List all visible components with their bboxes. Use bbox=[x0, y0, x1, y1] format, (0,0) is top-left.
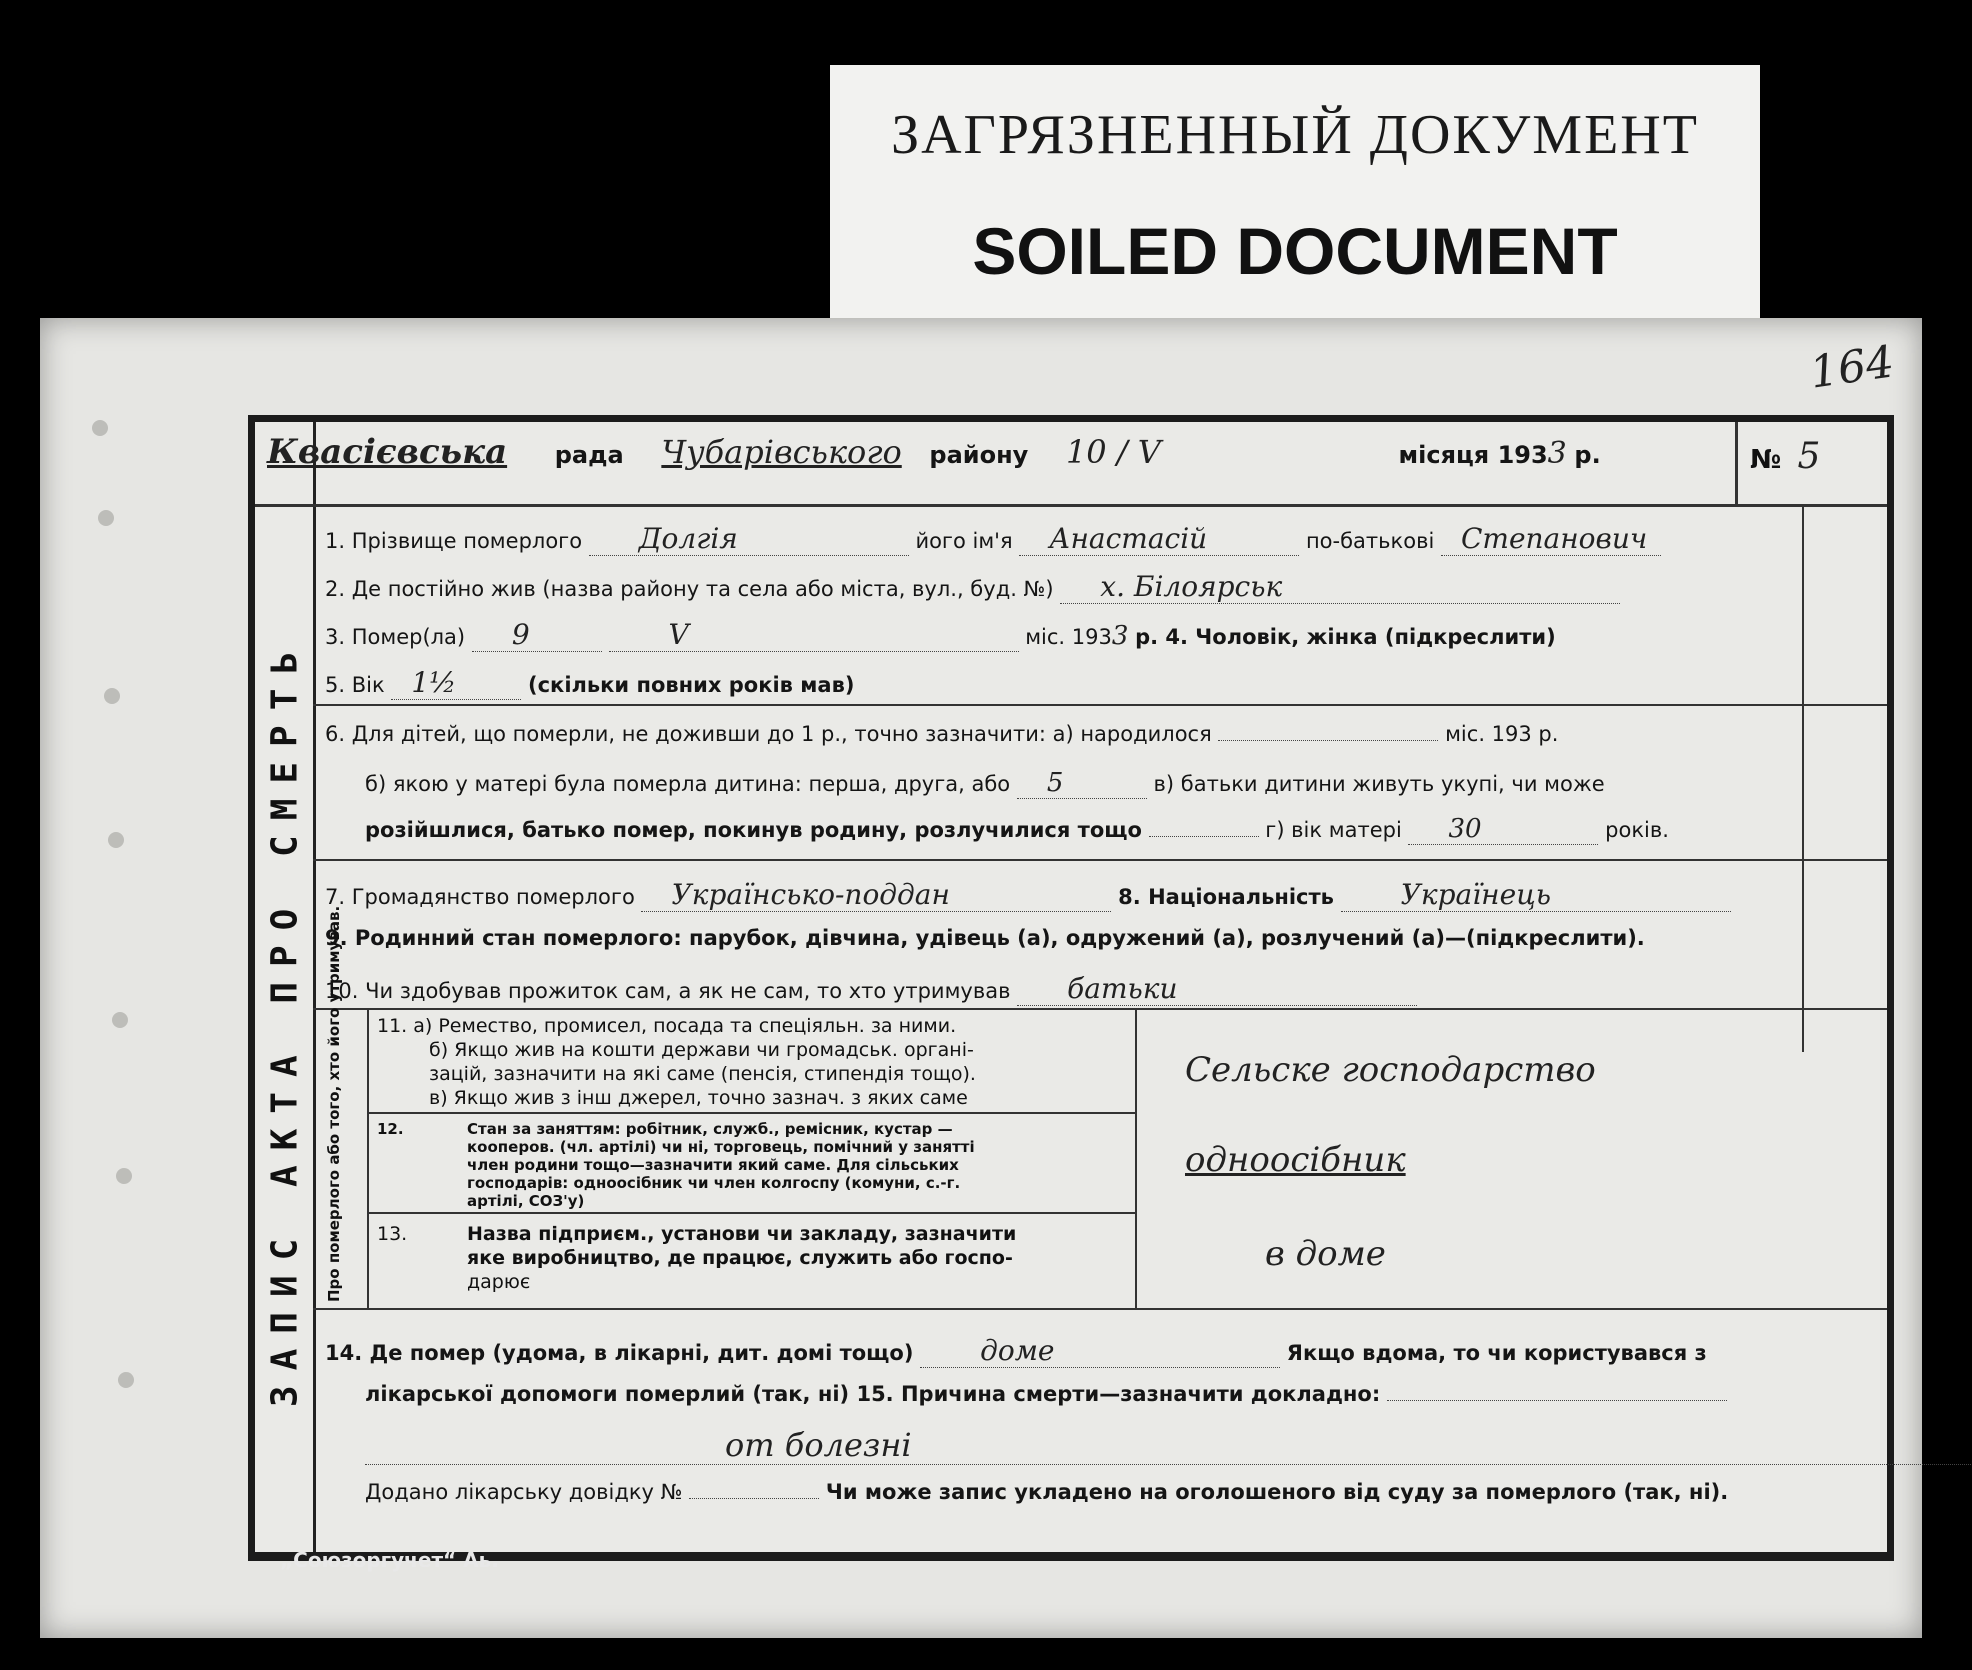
status-number: 12. bbox=[377, 1120, 404, 1138]
number-label: № bbox=[1750, 445, 1782, 475]
citizenship-value: Українсько-поддан bbox=[641, 878, 1111, 912]
death-record-form bbox=[248, 415, 1894, 1561]
field-surname-row bbox=[325, 522, 1875, 556]
soiled-document-label bbox=[830, 65, 1760, 330]
field-certificate-row bbox=[365, 1480, 1875, 1504]
occupation-line: 11. а) Ремество, промисел, посада та спеціяльн. за ними. bbox=[377, 1015, 957, 1037]
age-value: 1½ bbox=[391, 666, 521, 700]
punch-hole bbox=[98, 510, 114, 526]
patronymic-label: по-батькові bbox=[1305, 529, 1435, 553]
record-number bbox=[1750, 436, 1820, 477]
punch-hole bbox=[116, 1168, 132, 1184]
field-age-row bbox=[325, 666, 1875, 700]
rada-handwritten: Квасієвська bbox=[267, 432, 508, 472]
field-child-c bbox=[365, 814, 1875, 845]
field-residence-row bbox=[325, 570, 1875, 604]
field-cause-label-row bbox=[365, 1382, 1875, 1406]
parents-status-label: розійшлися, батько помер, покинув родину, розлучилися тощо bbox=[365, 818, 1142, 842]
age-label: 5. Вік bbox=[325, 673, 385, 697]
cause-of-death-value: от болезні bbox=[365, 1426, 1972, 1465]
punch-hole bbox=[112, 1012, 128, 1028]
age-hint: (скільки повних років мав) bbox=[528, 673, 855, 697]
date-handwritten: 10 / V bbox=[1065, 433, 1161, 471]
workplace-line: Назва підприєм., установи чи закладу, зазначити bbox=[467, 1223, 1017, 1245]
marital-label: 9. Родинний стан померлого: парубок, дівчина, удівець (а), одружений (а), розлучений (а)—(підкреслити). bbox=[325, 926, 1645, 950]
page-number: 164 bbox=[1806, 336, 1898, 399]
label-en: SOILED DOCUMENT bbox=[972, 214, 1618, 288]
field-child-a bbox=[325, 722, 1875, 746]
child-born-tail: міс. 193 р. bbox=[1445, 722, 1559, 746]
label-ru: ЗАГРЯЗНЕННЫЙ ДОКУМЕНТ bbox=[891, 104, 1699, 166]
occupation-line: зацій, зазначити на які саме (пенсія, стипендія тощо). bbox=[429, 1063, 976, 1085]
residence-value: х. Білоярськ bbox=[1060, 570, 1620, 604]
raion-label: району bbox=[929, 441, 1029, 469]
court-declared-label: Чи може запис укладено на оголошеного від суду за померлого (так, ні). bbox=[825, 1480, 1729, 1504]
workplace-value: в доме bbox=[1265, 1234, 1386, 1274]
occupation-line: б) Якщо жив на кошти держави чи громадськ. органі- bbox=[429, 1039, 974, 1061]
patronymic-value: Степанович bbox=[1441, 522, 1661, 556]
status-line: кооперов. (чл. артілі) чи ні, торговець, помічний у занятті bbox=[467, 1138, 975, 1156]
mother-age-tail: років. bbox=[1605, 818, 1669, 842]
nationality-value: Українець bbox=[1341, 878, 1731, 912]
child-order-value: 5 bbox=[1017, 768, 1147, 799]
place-of-death-value: доме bbox=[920, 1334, 1280, 1368]
punch-hole bbox=[104, 688, 120, 704]
status-value: одноосібник bbox=[1185, 1140, 1406, 1180]
year-suffix: р. bbox=[1574, 441, 1601, 469]
rada-label: рада bbox=[554, 441, 624, 469]
place-of-death-label: 14. Де помер (удома, в лікарні, дит. домі тощо) bbox=[325, 1341, 914, 1365]
status-line: Стан за заняттям: робітник, служб., ремісник, кустар — bbox=[467, 1120, 953, 1138]
punch-hole bbox=[108, 832, 124, 848]
field-child-b bbox=[365, 768, 1875, 799]
death-month: V bbox=[609, 618, 1019, 652]
field-occupation-11 bbox=[377, 1014, 976, 1110]
mother-age-label: г) вік матері bbox=[1265, 818, 1402, 842]
mother-age-value: 30 bbox=[1408, 814, 1598, 845]
form-header bbox=[267, 432, 1875, 472]
punch-hole bbox=[92, 420, 108, 436]
name-value: Анастасій bbox=[1019, 522, 1299, 556]
citizenship-label: 7. Громадянство померлого bbox=[325, 885, 635, 909]
field-citizenship-row bbox=[325, 878, 1875, 912]
child-order-label: б) якою у матері була померла дитина: перша, друга, або bbox=[365, 772, 1011, 796]
field-workplace-13 bbox=[377, 1222, 1016, 1294]
supporter-label: 10. Чи здобував прожиток сам, а як не сам, то хто утримував bbox=[325, 979, 1011, 1003]
year-handwritten: 3 bbox=[1547, 436, 1567, 471]
workplace-line: дарює bbox=[467, 1271, 531, 1293]
death-month-label: міс. 193 bbox=[1025, 625, 1112, 649]
printer-imprint: „Союзоргучет“ Аь. bbox=[280, 1548, 499, 1572]
sidebar-title: ЗАПИС АКТА ПРО СМЕРТЬ bbox=[264, 636, 306, 1408]
block-side-label: Про померлого або того, хто його утримував. bbox=[325, 905, 343, 1302]
field-death-date-row bbox=[325, 618, 1875, 652]
status-line: артілі, СОЗ'у) bbox=[467, 1192, 585, 1210]
field-marital-row bbox=[325, 926, 1875, 950]
child-born-label: 6. Для дітей, що померли, не доживши до 1 р., точно зазначити: а) народилося bbox=[325, 722, 1212, 746]
nationality-label: 8. Національність bbox=[1118, 885, 1334, 909]
workplace-line: яке виробництво, де працює, служить або госпо- bbox=[467, 1247, 1013, 1269]
residence-label: 2. Де постійно жив (назва району та села або міста, вул., буд. №) bbox=[325, 577, 1054, 601]
workplace-number: 13. bbox=[377, 1223, 408, 1245]
parents-together-label: в) батьки дитини живуть укупі, чи може bbox=[1153, 772, 1605, 796]
certificate-label: Додано лікарську довідку № bbox=[365, 1480, 683, 1504]
punch-hole bbox=[118, 1372, 134, 1388]
supporter-value: батьки bbox=[1017, 972, 1417, 1006]
field-cause-row bbox=[365, 1426, 1875, 1465]
form-sidebar bbox=[255, 422, 316, 1552]
surname-value: Долгія bbox=[589, 522, 909, 556]
death-day: 9 bbox=[472, 618, 602, 652]
died-label: 3. Помер(ла) bbox=[325, 625, 466, 649]
field-place-of-death bbox=[325, 1334, 1875, 1368]
occupation-value: Сельске господарство bbox=[1185, 1050, 1596, 1090]
field-supporter-row bbox=[325, 972, 1875, 1006]
status-line: господарів: одноосібник чи член колгоспу (комуни, с.-г. bbox=[467, 1174, 961, 1192]
field-status-12 bbox=[377, 1120, 975, 1210]
surname-label: 1. Прізвище померлого bbox=[325, 529, 583, 553]
month-label: місяця 193 bbox=[1398, 441, 1548, 469]
medical-help-label: Якщо вдома, то чи користувався з bbox=[1286, 1341, 1707, 1365]
number-handwritten: 5 bbox=[1797, 436, 1821, 477]
name-label: його ім'я bbox=[915, 529, 1013, 553]
raion-handwritten: Чубарівського bbox=[661, 433, 902, 471]
occupation-line: в) Якщо жив з інш джерел, точно зазнач. з яких саме bbox=[429, 1087, 968, 1109]
status-line: член родини тощо—зазначити який саме. Для сільських bbox=[467, 1156, 959, 1174]
death-year: 3 bbox=[1111, 621, 1129, 651]
cause-of-death-label: лікарської допомоги померлий (так, ні) 15. Причина смерти—зазначити докладно: bbox=[365, 1382, 1381, 1406]
sex-label: р. 4. Чоловік, жінка (підкреслити) bbox=[1135, 625, 1556, 649]
